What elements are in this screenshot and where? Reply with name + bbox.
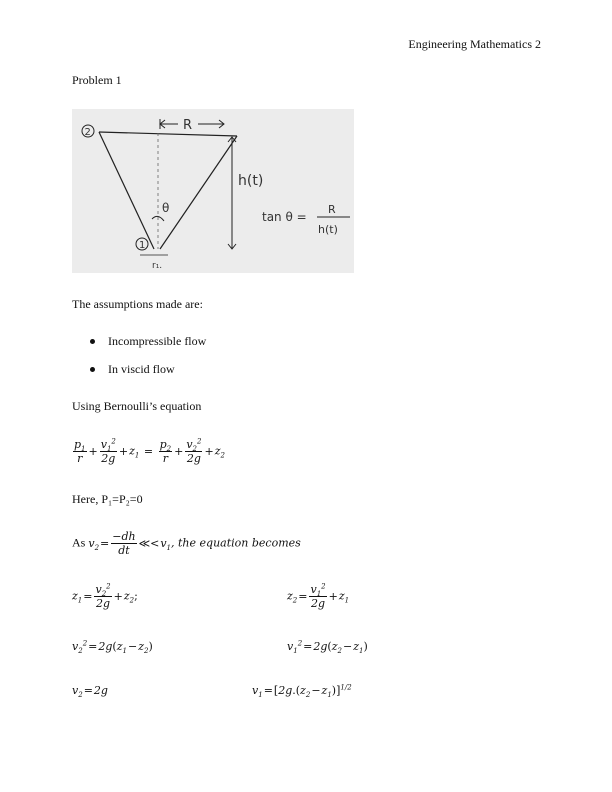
- list-item-text: In viscid flow: [108, 362, 175, 376]
- bullet-icon: [90, 339, 95, 344]
- left-side-line: [99, 132, 154, 249]
- label-point-1: 1: [139, 240, 146, 251]
- problem-heading: Problem 1: [72, 73, 122, 87]
- equation-v1: $v_1=[2g.(z_2-z_1)]^{1/2}$: [252, 683, 352, 700]
- label-r: R: [183, 118, 193, 133]
- as-prefix: As: [72, 535, 86, 550]
- label-point-2: 2: [84, 127, 91, 138]
- right-side-line: [160, 136, 237, 249]
- top-edge-line: [99, 132, 237, 136]
- list-item-text: Incompressible flow: [108, 334, 207, 348]
- list-item: [90, 362, 175, 377]
- label-bottom: r₁.: [152, 261, 163, 271]
- sketch-figure: [72, 109, 354, 273]
- equation-v1-squared: $v_1^2=2g(z_2-z_1)$: [287, 639, 368, 656]
- as-math: $v_2=$ $\frac{-dh}{dt}$ $≪<v_1$: [88, 530, 172, 557]
- bullet-icon: [90, 367, 95, 372]
- assumptions-intro: The assumptions made are:: [72, 297, 203, 311]
- as-suffix: , the equation becomes: [171, 536, 301, 550]
- bernoulli-intro: Using Bernoulli’s equation: [72, 399, 202, 413]
- tan-eq-lhs: tan θ =: [262, 210, 307, 224]
- tan-eq-num: R: [328, 203, 336, 216]
- header-title: Engineering Mathematics 2: [408, 37, 541, 51]
- equation-z1: $z_1=$ $\frac{v_2^2}{2g}$ $+z_2$;: [72, 582, 138, 610]
- equation-v2-squared: $v_2^2=2g(z_1-z_2)$: [72, 639, 153, 656]
- label-h: h(t): [238, 173, 264, 189]
- equation-v2: $v_2=2g$: [72, 684, 108, 700]
- cone-sketch: [72, 109, 354, 273]
- bernoulli-equation: $\frac{p_1}{r}$ + $\frac{v_1^2}{2g}$ $+z_1$ = $\frac{p_2}{r}$ + $\frac{v_2^2}{2g}$ $+z_2$: [74, 437, 225, 465]
- tan-eq-den: h(t): [318, 223, 338, 236]
- as-statement: [72, 530, 301, 557]
- here-statement: Here, P₁=P₂=0: [72, 492, 143, 506]
- list-item: [90, 334, 206, 349]
- equation-z2: $z_2=$ $\frac{v_1^2}{2g}$ $+z_1$: [287, 582, 350, 610]
- label-theta: θ: [162, 201, 170, 215]
